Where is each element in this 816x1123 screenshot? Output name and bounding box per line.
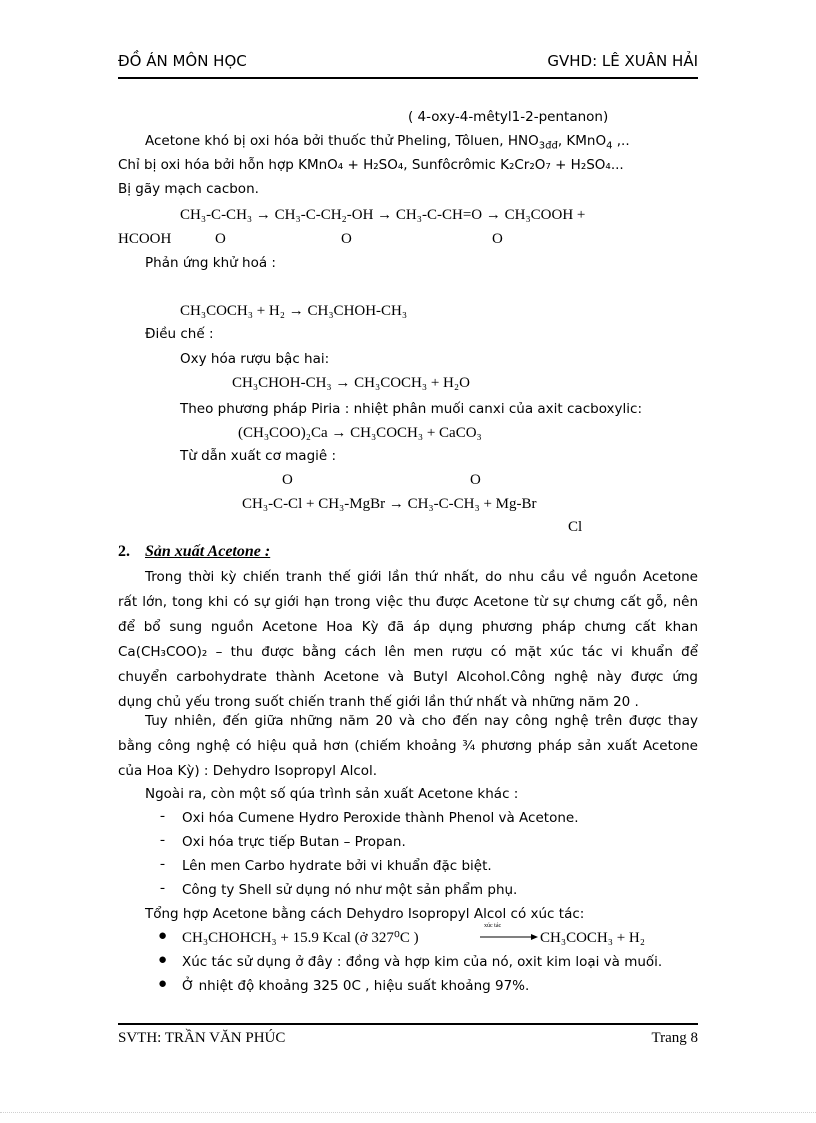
prep-equation-1: CH₃CHOH-CH₃ → CH₃COCH₃ + H₂O [232,375,470,391]
header-rule [118,77,698,79]
para1-line-2: rất lớn, tong khi có sự giới hạn trong việc thu được Acetone từ sự chưng cất gỗ, nên [118,594,698,610]
para2-line-3: của Hoa Kỳ) : Dehydro Isopropyl Alcol. [118,763,378,779]
footer-student: SVTH: TRẦN VĂN PHÚC [118,1030,286,1046]
oxidation-line-2: Chỉ bị oxi hóa bởi hỗn hợp KMnO₄ + H₂SO₄, Sunfôcrômic K₂Cr₂O₇ + H₂SO₄... [118,157,624,173]
carbonyl-o-2: O [341,231,352,247]
oxidation-line-3: Bị gãy mạch cacbon. [118,181,259,197]
reaction-arrow-icon [480,932,538,940]
bullet-2: Xúc tác sử dụng ở đây : đồng và hợp kim của nó, oxit kim loại và muối. [182,954,663,970]
prep-method-2: Theo phương pháp Piria : nhiệt phân muối canxi của axit cacboxylic: [180,401,642,417]
para4: Tổng hợp Acetone bằng cách Dehydro Isopropyl Alcol có xúc tác: [145,906,585,922]
bullet-icon: ● [158,976,168,992]
section-title: Sản xuất Acetone : [145,543,271,560]
carbonyl-o-3: O [492,231,503,247]
bullet-icon: ● [158,928,168,944]
para2-line-2: bằng công nghệ có hiệu quả hơn (chiếm khoảng ¾ phương pháp sản xuất Acetone [118,738,698,754]
dash-marker: - [160,808,165,824]
oxidation-line-1: Acetone khó bị oxi hóa bởi thuốc thử Pheling, Tôluen, $HNO_{3đđ}$, KMnO$_4$ ,.. [145,133,630,152]
bullet-1-lhs: CH₃CHOHCH₃ + 15.9 Kcal (ở 327⁰C ) [182,930,419,946]
para1-line-6: dụng chủ yếu trong suốt chiến tranh thế giới lần thứ nhất và những năm 20 . [118,694,639,710]
page-break-dots [0,1112,816,1113]
dash-marker: - [160,880,165,896]
prep-equation-2: (CH₃COO)₂Ca → CH₃COCH₃ + CaCO₃ [238,425,482,441]
compound-name: ( 4-oxy-4-mêtyl1-2-pentanon) [408,109,609,125]
dash-item-3: Lên men Carbo hydrate bởi vi khuẩn đặc biệt. [182,858,492,874]
arrow-label: xúc tác [484,923,502,929]
reduction-equation: CH₃COCH₃ + H₂ → CH₃CHOH-CH₃ [180,303,408,319]
para1-line-4: Ca(CH₃COO)₂ – thu được bằng cách lên men rượu có mặt xúc tác vi khuẩn để [118,644,698,660]
dash-marker: - [160,856,165,872]
page-number: Trang 8 [651,1030,698,1046]
section-number: 2. [118,543,130,560]
carbonyl-o-5: O [470,472,481,488]
oxidation-equation-cont: HCOOH [118,231,172,247]
header-advisor: GVHD: LÊ XUÂN HẢI [547,52,698,70]
prep-method-3: Từ dẫn xuất cơ magiê : [180,448,337,464]
reduction-title: Phản ứng khử hoá : [145,255,276,271]
bullet-icon: ● [158,952,168,968]
dash-marker: - [160,832,165,848]
para1-line-5: chuyển carbohydrate thành Acetone và Butyl Alcohol.Công nghệ này được ứng [118,669,698,685]
grignard-equation: CH₃-C-Cl + CH₃-MgBr → CH₃-C-CH₃ + Mg-Br [242,496,537,512]
page-header [118,52,698,74]
header-course: ĐỒ ÁN MÔN HỌC [118,52,247,70]
footer-rule [118,1023,698,1025]
prep-method-1: Oxy hóa rượu bậc hai: [180,351,330,367]
para1-line-3: để bổ sung nguồn Acetone Hoa Kỳ đã áp dụng phương pháp chưng cất khan [118,619,698,635]
bullet-3: Ở nhiệt độ khoảng 325 0C , hiệu suất khoảng 97%. [182,978,530,994]
carbonyl-o-4: O [282,472,293,488]
dash-item-1: Oxi hóa Cumene Hydro Peroxide thành Phenol và Acetone. [182,810,579,826]
carbonyl-o-1: O [215,231,226,247]
para1-line-1: Trong thời kỳ chiến tranh thế giới lần thứ nhất, do nhu cầu về nguồn Acetone [145,569,698,585]
oxidation-equation: CH₃-C-CH₃ → CH₃-C-CH₂-OH → CH₃-C-CH=O → CH₃COOH + [180,207,586,223]
dash-item-4: Công ty Shell sử dụng nó như một sản phẩm phụ. [182,882,518,898]
chloride-substituent: Cl [568,519,583,535]
dash-item-2: Oxi hóa trực tiếp Butan – Propan. [182,834,406,850]
para3: Ngoài ra, còn một số qúa trình sản xuất Acetone khác : [145,786,519,802]
preparation-title: Điều chế : [145,326,214,342]
bullet-1-rhs: CH₃COCH₃ + H₂ [540,930,645,946]
para2-line-1: Tuy nhiên, đến giữa những năm 20 và cho đến nay công nghệ trên được thay [145,713,698,729]
